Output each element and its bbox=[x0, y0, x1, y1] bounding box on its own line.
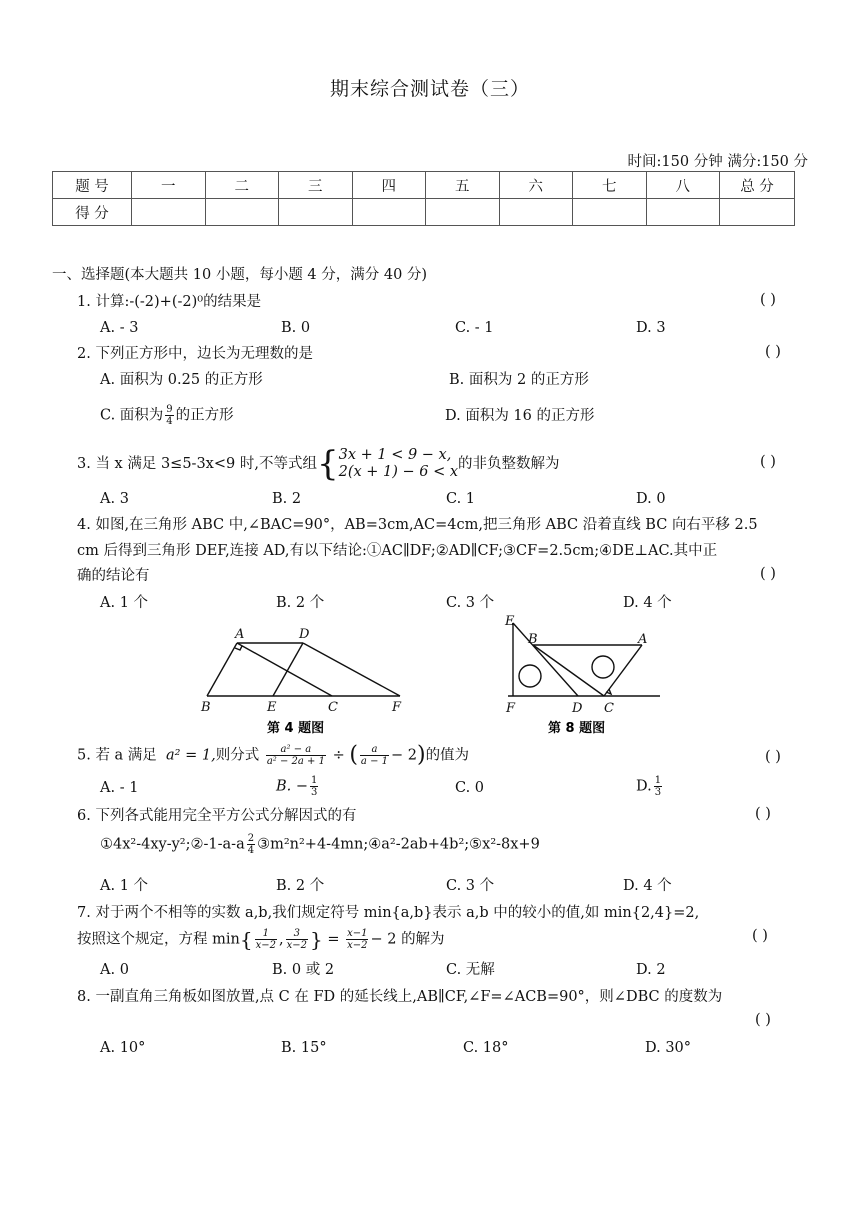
fraction-denominator: x−2 bbox=[286, 940, 307, 951]
fraction-denominator: 3 bbox=[654, 787, 662, 798]
score-cell[interactable] bbox=[426, 199, 500, 226]
figure-caption: 第 4 题图 bbox=[267, 721, 325, 736]
figure-8 bbox=[500, 611, 665, 741]
question-3-stem bbox=[77, 444, 560, 484]
point-label: E bbox=[267, 700, 277, 715]
math-term: − 2 bbox=[390, 747, 417, 764]
paren-glyph: ) bbox=[416, 742, 426, 768]
option: B. 面积为 2 的正方形 bbox=[449, 372, 589, 388]
stem-text: 按照这个规定，方程 min bbox=[77, 931, 240, 948]
row-label-cell: 得 分 bbox=[53, 199, 132, 226]
fraction bbox=[286, 928, 308, 951]
fraction-denominator: a − 1 bbox=[360, 756, 388, 767]
line-AB bbox=[207, 643, 237, 696]
score-cell[interactable] bbox=[573, 199, 647, 226]
fraction-denominator: x−2 bbox=[347, 940, 368, 951]
fraction-numerator: a² − a bbox=[266, 744, 326, 756]
answer-blank[interactable]: ( ) bbox=[760, 292, 776, 308]
question-7-line: 按照这个规定，方程 min{ $\frac{1}{x-2}$ , $\frac{3}{x-2}$ } = $\frac{x-1}{x-2}$ − 2 的解为 bbox=[77, 927, 445, 952]
score-cell[interactable] bbox=[352, 199, 426, 226]
question-4-line: cm 后得到三角形 DEF,连接 AD,有以下结论:①AC∥DF;②AD∥CF;③CF=2.5cm;④DE⊥AC.其中正 bbox=[77, 543, 718, 559]
option: B. 0 或 2 bbox=[272, 962, 335, 978]
option: A. 10° bbox=[100, 1040, 146, 1056]
option-text: D. bbox=[636, 778, 652, 795]
line-DE bbox=[273, 643, 303, 696]
answer-blank[interactable]: ( ) bbox=[752, 928, 768, 944]
brace-glyph: { bbox=[239, 927, 253, 952]
question-6-expressions bbox=[100, 833, 540, 856]
fraction-numerator: 3 bbox=[286, 928, 308, 940]
brace-glyph: } bbox=[309, 927, 323, 952]
header-cell: 七 bbox=[573, 172, 647, 199]
fraction-numerator: 1 bbox=[311, 775, 318, 786]
question-8-line: 8. 一副直角三角板如图放置,点 C 在 FD 的延长线上,AB∥CF,∠F=∠ACB=90°，则∠DBC 的度数为 bbox=[77, 989, 723, 1005]
stem-text: 则分式 bbox=[215, 747, 260, 764]
option: C. - 1 bbox=[455, 320, 494, 336]
stem-text: 的非负整数解为 bbox=[458, 456, 560, 472]
fraction-numerator: 2 bbox=[247, 833, 255, 844]
line-AC bbox=[604, 645, 642, 696]
option: A. - 1 bbox=[100, 780, 139, 796]
header-cell: 五 bbox=[426, 172, 500, 199]
point-label: B bbox=[201, 700, 211, 715]
stem-text: 的值为 bbox=[425, 747, 470, 764]
score-cell[interactable] bbox=[279, 199, 353, 226]
fraction bbox=[346, 928, 368, 951]
question-7-line: 7. 对于两个不相等的实数 a,b,我们规定符号 min{a,b}表示 a,b 中的较小的值,如 min{2,4}=2, bbox=[77, 905, 700, 921]
section-heading: 一、选择题(本大题共 10 小题，每小题 4 分，满分 40 分) bbox=[52, 267, 428, 283]
fraction bbox=[165, 404, 173, 427]
stem-text: 的解为 bbox=[401, 931, 445, 948]
triangle-ruler-hole bbox=[519, 665, 541, 687]
answer-blank[interactable]: ( ) bbox=[760, 454, 776, 470]
inequality-line: 3x + 1 < 9 − x, bbox=[338, 447, 452, 463]
score-table bbox=[52, 171, 795, 226]
math-term: − 2 bbox=[370, 931, 397, 948]
fraction bbox=[360, 744, 389, 767]
option: A. 面积为 0.25 的正方形 bbox=[100, 372, 263, 388]
point-label: D bbox=[299, 627, 310, 642]
fraction-numerator: 1 bbox=[654, 775, 662, 786]
header-cell: 四 bbox=[352, 172, 426, 199]
fraction bbox=[654, 775, 662, 798]
fraction bbox=[247, 833, 255, 856]
point-label: F bbox=[506, 701, 516, 716]
header-cell: 总 分 bbox=[720, 172, 795, 199]
option: B. 2 个 bbox=[276, 878, 325, 894]
fraction bbox=[255, 928, 277, 951]
question-2-stem: 2. 下列正方形中，边长为无理数的是 bbox=[77, 346, 313, 362]
option bbox=[100, 404, 234, 427]
triangle-ruler-hole bbox=[592, 656, 614, 678]
point-label: C bbox=[328, 700, 338, 715]
point-label: C bbox=[604, 701, 614, 716]
option: C. 1 bbox=[446, 491, 476, 507]
point-label: D bbox=[572, 701, 583, 716]
question-4-line: 确的结论有 bbox=[77, 568, 150, 584]
figure-caption: 第 8 题图 bbox=[548, 721, 606, 736]
option: A. 1 个 bbox=[100, 595, 149, 611]
fraction-denominator: 4 bbox=[166, 416, 173, 427]
option: D. 面积为 16 的正方形 bbox=[445, 408, 595, 424]
answer-blank[interactable]: ( ) bbox=[765, 344, 781, 360]
score-cell[interactable] bbox=[132, 199, 206, 226]
option: C. 18° bbox=[463, 1040, 509, 1056]
option: B. 2 个 bbox=[276, 595, 325, 611]
option bbox=[276, 775, 320, 798]
option: B. 2 bbox=[272, 491, 302, 507]
paren-glyph: ( bbox=[349, 742, 358, 768]
point-label: F bbox=[392, 700, 402, 715]
line-BC bbox=[533, 645, 604, 696]
option-text: C. 面积为 bbox=[100, 407, 164, 424]
point-label: A bbox=[638, 632, 648, 647]
option: A. 3 bbox=[100, 491, 129, 507]
fraction-denominator: 3 bbox=[311, 787, 318, 798]
option: C. 3 个 bbox=[446, 878, 495, 894]
fraction-denominator: x−2 bbox=[255, 940, 276, 951]
option: A. - 3 bbox=[100, 320, 139, 336]
option: D. 0 bbox=[636, 491, 666, 507]
exam-time-info: 时间:150 分钟 满分:150 分 bbox=[627, 154, 808, 170]
question-1-stem: 1. 计算:-(-2)+(-2)⁰的结果是 bbox=[77, 294, 262, 310]
inequality-system bbox=[339, 447, 458, 481]
question-6-stem: 6. 下列各式能用完全平方公式分解因式的有 bbox=[77, 808, 357, 824]
fraction-numerator: 1 bbox=[255, 928, 277, 940]
option: D. 4 个 bbox=[623, 878, 672, 894]
expression-text: ③m²n²+4-4mn;④a²-2ab+4b²;⑤x²-8x+9 bbox=[257, 836, 540, 853]
option bbox=[636, 775, 664, 798]
answer-blank[interactable]: ( ) bbox=[765, 749, 781, 765]
stem-text: 5. 若 a 满足 bbox=[77, 747, 157, 764]
answer-blank[interactable]: ( ) bbox=[755, 1012, 771, 1028]
score-cell[interactable] bbox=[646, 199, 720, 226]
option: B. 15° bbox=[281, 1040, 327, 1056]
fraction-denominator: 4 bbox=[247, 845, 255, 856]
option: D. 4 个 bbox=[623, 595, 672, 611]
score-cell[interactable] bbox=[720, 199, 795, 226]
option: D. 2 bbox=[636, 962, 666, 978]
stem-text: 3. 当 x 满足 3≤5-3x<9 时,不等式组 bbox=[77, 456, 317, 472]
point-label: E bbox=[505, 614, 515, 629]
option: C. 0 bbox=[455, 780, 485, 796]
divide-sign: ÷ bbox=[332, 747, 345, 764]
fraction-numerator: a bbox=[360, 744, 389, 756]
fraction-numerator: x−1 bbox=[347, 928, 368, 939]
header-cell: 二 bbox=[205, 172, 279, 199]
expression-text: ①4x²-4xy-y²;②-1-a-a bbox=[100, 836, 245, 853]
option: A. 1 个 bbox=[100, 878, 149, 894]
brace-glyph: { bbox=[316, 444, 339, 484]
inequality-line: 2(x + 1) − 6 < x bbox=[338, 464, 459, 480]
right-angle-mark bbox=[235, 646, 242, 650]
option: B. 0 bbox=[281, 320, 311, 336]
score-table-header-row bbox=[53, 172, 795, 199]
option: D. 3 bbox=[636, 320, 666, 336]
option: C. 3 个 bbox=[446, 595, 495, 611]
header-cell: 六 bbox=[499, 172, 573, 199]
option: D. 30° bbox=[645, 1040, 692, 1056]
option: A. 0 bbox=[100, 962, 129, 978]
option: C. 无解 bbox=[446, 962, 495, 978]
score-cell[interactable] bbox=[499, 199, 573, 226]
page-title: 期末综合测试卷（三） bbox=[329, 78, 530, 100]
question-5-stem bbox=[77, 744, 469, 767]
point-label: A bbox=[235, 627, 245, 642]
equals-sign: = bbox=[327, 931, 340, 948]
math-condition: a² = 1, bbox=[166, 747, 216, 764]
answer-blank[interactable]: ( ) bbox=[760, 566, 776, 582]
header-cell: 八 bbox=[646, 172, 720, 199]
figure-4 bbox=[195, 623, 415, 741]
score-cell[interactable] bbox=[205, 199, 279, 226]
score-table-score-row bbox=[53, 199, 795, 226]
fraction-denominator: a² − 2a + 1 bbox=[266, 756, 325, 767]
header-cell: 一 bbox=[132, 172, 206, 199]
fraction bbox=[266, 744, 326, 767]
option-text: B. − bbox=[276, 778, 309, 795]
header-cell: 三 bbox=[279, 172, 353, 199]
fraction-numerator: 9 bbox=[166, 404, 173, 415]
option-text: 的正方形 bbox=[175, 407, 234, 424]
question-4-line: 4. 如图,在三角形 ABC 中,∠BAC=90°，AB=3cm,AC=4cm,把三角形 ABC 沿着直线 BC 向右平移 2.5 bbox=[77, 517, 758, 533]
header-cell: 题 号 bbox=[53, 172, 132, 199]
point-label: B bbox=[528, 632, 538, 647]
answer-blank[interactable]: ( ) bbox=[755, 806, 771, 822]
fraction bbox=[310, 775, 318, 798]
